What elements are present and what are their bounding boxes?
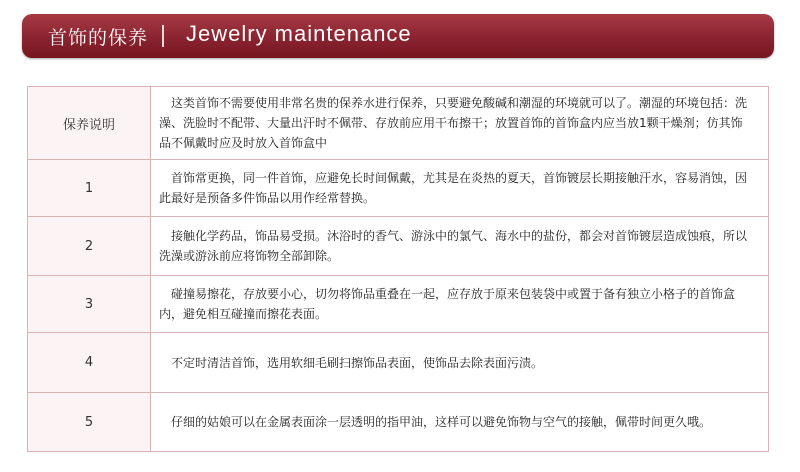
banner-title-cn: 首饰的保养 [48,27,149,49]
row-label: 5 [28,393,151,452]
row-label: 1 [28,160,151,217]
table-row [28,217,769,276]
table-row [28,276,769,333]
maintenance-table [27,86,769,452]
header-banner [22,14,774,58]
row-text: 碰撞易擦花，存放要小心，切勿将饰品重叠在一起，应存放于原来包装袋中或置于备有独立小格子的首饰盒内，避免相互碰撞而擦花表面。 [151,276,769,333]
banner-divider [162,25,164,47]
row-text: 首饰常更换，同一件首饰，应避免长时间佩戴，尤其是在炎热的夏天，首饰镀层长期接触汗水，容易消蚀，因此最好是预备多件饰品以用作经常替换。 [151,160,769,217]
row-text: 不定时清洁首饰，选用软细毛刷扫擦饰品表面，使饰品去除表面污渍。 [151,333,769,393]
table-row [28,393,769,452]
table-row [28,87,769,160]
banner-title-en: Jewelry maintenance [186,21,412,46]
row-label: 2 [28,217,151,276]
table-row [28,333,769,393]
row-text: 仔细的姑娘可以在金属表面涂一层透明的指甲油，这样可以避免饰物与空气的接触，佩带时间更久哦。 [151,393,769,452]
row-label: 保养说明 [28,87,151,160]
table-row [28,160,769,217]
row-label: 4 [28,333,151,393]
row-text: 接触化学药品，饰品易受损。沐浴时的香气、游泳中的氯气、海水中的盐份，都会对首饰镀层造成蚀痕，所以洗澡或游泳前应将饰物全部卸除。 [151,217,769,276]
row-text: 这类首饰不需要使用非常名贵的保养水进行保养，只要避免酸碱和潮湿的环境就可以了。潮湿的环境包括：洗澡、洗脸时不配带、大量出汗时不佩带、存放前应用干布擦干；放置首饰的首饰盒内应当放1颗干燥剂；仿其饰品不佩戴时应及时放入首饰盒中 [151,87,769,160]
row-label: 3 [28,276,151,333]
